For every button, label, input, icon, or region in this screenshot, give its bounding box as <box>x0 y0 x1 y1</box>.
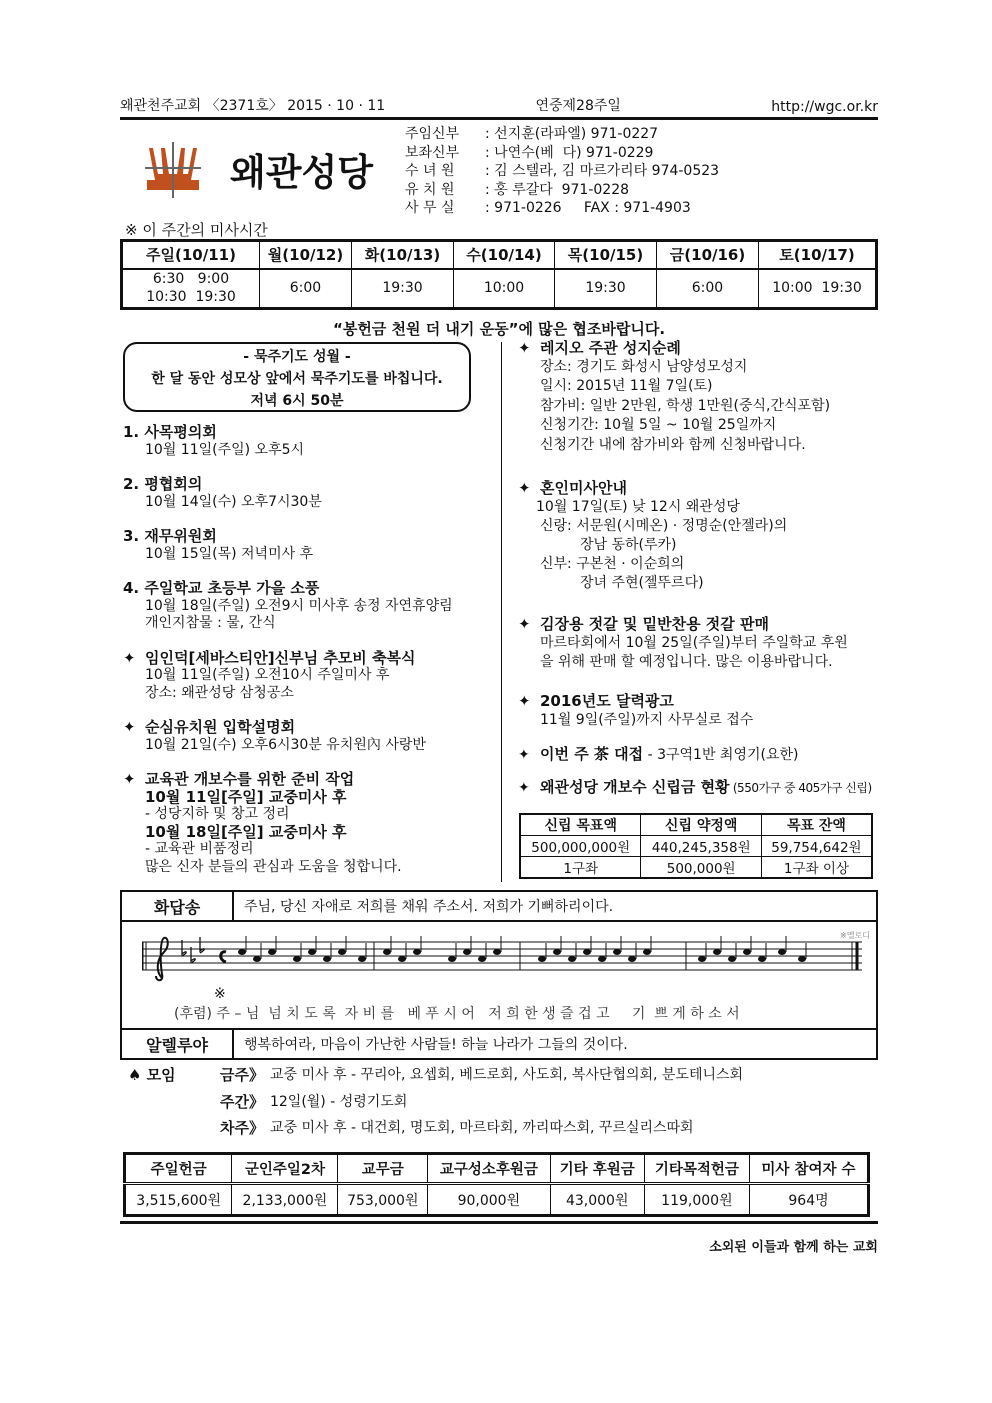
fund-cell: 1구좌 <box>520 857 641 879</box>
fund-cell: 500,000,000원 <box>520 836 641 857</box>
offering-value: 119,000원 <box>644 1184 749 1216</box>
star-bullet-icon: ✦ <box>123 770 136 788</box>
rosary-notice-box <box>123 342 471 412</box>
note-head <box>238 949 246 955</box>
announcement: 4. 주일학교 초등부 가을 소풍 10월 18일(주일) 오전9시 미사후 송정 자연휴양림 개인지참물 : 물, 간식 <box>123 579 453 631</box>
offering-header: 기타 후원금 <box>550 1154 644 1184</box>
announcement: ✦ 순심유치원 입학설명회 10월 21일(수) 오후6시30분 유치원內 사랑반 <box>123 718 426 753</box>
note-head <box>778 949 786 955</box>
note-head <box>463 949 471 955</box>
note-head <box>798 956 806 962</box>
note-head <box>743 949 751 955</box>
day-header: 금(10/16) <box>657 241 759 269</box>
mass-time: 6:00 <box>260 269 352 309</box>
mass-time: 6:00 <box>657 269 759 309</box>
fund-cell: 440,245,358원 <box>641 836 761 857</box>
note-head <box>583 949 591 955</box>
offering-value: 3,515,600원 <box>125 1184 232 1216</box>
note-head <box>613 949 621 955</box>
meetings-label: ♠ 모임 <box>128 1066 176 1084</box>
note-head <box>323 956 331 962</box>
offering-header: 주일헌금 <box>125 1154 232 1184</box>
offering-value: 90,000원 <box>428 1184 551 1216</box>
refrain-mark: ※ <box>214 986 226 1002</box>
offering-header: 미사 참여자 수 <box>750 1154 869 1184</box>
alleluia-label: 알렐루야 <box>122 1030 234 1058</box>
offering-header: 교무금 <box>338 1154 428 1184</box>
day-header: 화(10/13) <box>352 241 454 269</box>
treble-clef-icon <box>156 938 168 981</box>
flat-signs-icon <box>182 937 204 963</box>
offering-header: 기타목적헌금 <box>644 1154 749 1184</box>
contact-value: : 김 스텔라, 김 마르가리타 974-0523 <box>485 163 720 180</box>
announcement-fund: ✦ 왜관성당 개보수 신립금 현황 (550가구 중 405가구 신립) <box>518 777 872 796</box>
fund-header: 목표 잔액 <box>761 814 872 836</box>
fund-cell: 500,000원 <box>641 857 761 879</box>
note-head <box>413 949 421 955</box>
church-logo-icon <box>143 140 203 198</box>
star-bullet-icon: ✦ <box>123 648 136 667</box>
mass-time: 6:30 9:00 10:30 19:30 <box>122 269 260 309</box>
mass-times-table <box>120 239 878 310</box>
day-header: 목(10/15) <box>555 241 657 269</box>
liturgical-week: 연중제28주일 <box>535 98 621 114</box>
note-head <box>358 956 366 962</box>
column-divider <box>501 342 502 882</box>
contact-label: 수 녀 원 <box>405 163 455 180</box>
parish-name: 왜관성당 <box>230 151 373 194</box>
note-head <box>538 956 546 962</box>
melody-note: ※멜로디 <box>840 931 870 940</box>
note-head <box>628 956 636 962</box>
issue-info: 왜관천주교회 〈2371호〉 2015 · 10 · 11 <box>120 98 386 114</box>
note-head <box>758 956 766 962</box>
note-head <box>398 956 406 962</box>
mass-time: 19:30 <box>352 269 454 309</box>
announcement-education-hall: ✦ 교육관 개보수를 위한 준비 작업 10월 11일[주일] 교중미사 후 - 성당지하 및 창고 정리 10월 18일[주일] 교중미사 후 - 교육관 비품정리 많은 신자 분들의 관심과 도움을 청합니다. <box>123 770 402 875</box>
contact-value: : 홍 루갈다 971-0228 <box>485 181 630 198</box>
announcement: 1. 사목평의회 10월 11일(주일) 오후5시 <box>123 423 305 458</box>
note-head <box>268 949 276 955</box>
announcement-jeotgal: ✦ 김장용 젓갈 및 밑반찬용 젓갈 판매 마르타회에서 10월 25일(주일)부터 주일학교 후원 을 위해 판매 할 예정입니다. 많은 이용바랍니다. <box>518 615 848 670</box>
note-head <box>698 956 706 962</box>
day-header: 수(10/14) <box>454 241 555 269</box>
psalm-text: 주님, 당신 자애로 저희를 채워 주소서. 저희가 기뻐하리이다. <box>244 899 614 915</box>
offering-header: 교구성소후원금 <box>428 1154 551 1184</box>
mass-time: 19:30 <box>555 269 657 309</box>
mass-time: 10:00 19:30 <box>759 269 877 309</box>
announcement-wedding: ✦ 혼인미사안내 10월 17일(토) 낮 12시 왜관성당 신랑: 서문원(시메온) · 정명순(안젤라)의 장남 동하(루카) 신부: 구본천 · 이순희의 장녀 주현(젤뚜르다) <box>518 479 788 591</box>
note-head <box>598 956 606 962</box>
announcement-tea: ✦ 이번 주 茶 대접 - 3구역1반 최영기(요한) <box>518 745 799 763</box>
announcement-pilgrimage: ✦ 레지오 주관 성지순례 장소: 경기도 화성시 남양성모성지 일시: 2015년 11월 7일(토) 참가비: 일반 2만원, 학생 1만원(중식,간식포함) 신청기간: 10월 5일 ~ 10월 25일까지 신청기간 내에 참가비와 함께 신청바랍니다. <box>518 339 831 453</box>
contact-value: : 971-0226 FAX : 971-4903 <box>485 200 691 217</box>
rosary-text: 한 달 동안 성모상 앞에서 묵주기도를 바칩니다. <box>151 371 443 387</box>
note-head <box>713 949 721 955</box>
common-time-icon <box>221 952 226 962</box>
rosary-time: 저녁 6시 50분 <box>250 393 344 409</box>
star-bullet-icon: ✦ <box>518 479 531 497</box>
contact-list <box>405 125 719 218</box>
fund-cell: 1구좌 이상 <box>761 857 872 879</box>
offering-value: 964명 <box>750 1184 869 1216</box>
star-bullet-icon: ✦ <box>518 747 530 763</box>
note-head <box>383 949 391 955</box>
slogan: “봉헌금 천원 더 내기 운동”에 많은 협조바랍니다. <box>332 320 666 338</box>
contact-label: 보좌신부 <box>405 144 460 161</box>
bulletin-header <box>120 96 878 120</box>
note-head <box>568 956 576 962</box>
mass-times-caption: ※ 이 주간의 미사시간 <box>125 221 268 239</box>
meetings: ♠ 모임 금주》 교중 미사 후 - 꾸리아, 요셉회, 베드로회, 사도회, 복사단협의회, 분도테니스회 주간》 12일(월) - 성령기도회 차주》 교중 미사 후 - 대건회, 명도회, 마르타회, 까리따스회, 꾸르실리스따회 <box>128 1062 743 1142</box>
psalm-label: 화답송 <box>122 892 234 920</box>
mass-time: 10:00 <box>454 269 555 309</box>
note-head <box>448 956 456 962</box>
website-link[interactable]: http://wgc.or.kr <box>771 99 878 115</box>
note-head <box>643 949 651 955</box>
note-head <box>728 956 736 962</box>
note-head <box>493 949 501 955</box>
note-head <box>308 949 316 955</box>
alleluia-text: 행복하여라, 마음이 가난한 사람들! 하늘 나라가 그들의 것이다. <box>244 1037 628 1053</box>
contact-value: : 선지훈(라파엘) 971-0227 <box>485 126 659 142</box>
contact-label: 사 무 실 <box>405 200 455 217</box>
fund-cell: 59,754,642원 <box>761 836 872 857</box>
offering-value: 43,000원 <box>550 1184 644 1216</box>
offering-header: 군인주일2차 <box>232 1154 338 1184</box>
star-bullet-icon: ✦ <box>518 692 531 710</box>
announcement: 3. 재무위원회 10월 15일(목) 저녁미사 후 <box>123 527 314 562</box>
day-header: 월(10/12) <box>260 241 352 269</box>
note-head <box>478 956 486 962</box>
left-announcements <box>123 424 498 876</box>
note-head <box>553 949 561 955</box>
psalm-lyrics: (후렴) 주 – 님 넘 치 도 록 자 비 를 베 푸 시 어 저 희 한 생 즐 겁 고 기 쁘 게 하 소 서 <box>174 1006 740 1022</box>
day-header: 주일(10/11) <box>122 241 260 269</box>
contact-label: 주임신부 <box>405 126 460 142</box>
note-head <box>253 956 261 962</box>
contact-label: 유 치 원 <box>405 181 455 198</box>
announcement: 2. 평협회의 10월 14일(수) 오후7시30분 <box>123 475 322 510</box>
fund-header: 신립 목표액 <box>520 814 641 836</box>
contact-value: : 나연수(베 다) 971-0229 <box>485 144 654 161</box>
psalm-box <box>120 890 878 1060</box>
note-head <box>293 956 301 962</box>
fund-table <box>519 813 873 879</box>
fund-header: 신립 약정액 <box>641 814 761 836</box>
offering-value: 753,000원 <box>338 1184 428 1216</box>
announcement-calendar: ✦ 2016년도 달력광고 11월 9일(주일)까지 사무실로 접수 <box>518 692 754 728</box>
announcement: ✦ 임인덕[세바스티안]신부님 추모비 축복식 10월 11일(주일) 오전10시 주일미사 후 장소: 왜관성당 삼청공소 <box>123 648 416 701</box>
rosary-title: - 묵주기도 성월 - <box>243 349 351 365</box>
footer-motto: 소외된 이들과 함께 하는 교회 <box>709 1240 878 1255</box>
star-bullet-icon: ✦ <box>123 718 136 736</box>
footer-rule <box>120 1221 878 1224</box>
star-bullet-icon: ✦ <box>518 779 530 796</box>
offering-table <box>123 1152 870 1217</box>
day-header: 토(10/17) <box>759 241 877 269</box>
right-announcements <box>518 340 888 797</box>
note-head <box>338 949 346 955</box>
star-bullet-icon: ✦ <box>518 615 531 633</box>
star-bullet-icon: ✦ <box>518 339 531 357</box>
music-staff-icon <box>142 932 862 988</box>
offering-value: 2,133,000원 <box>232 1184 338 1216</box>
